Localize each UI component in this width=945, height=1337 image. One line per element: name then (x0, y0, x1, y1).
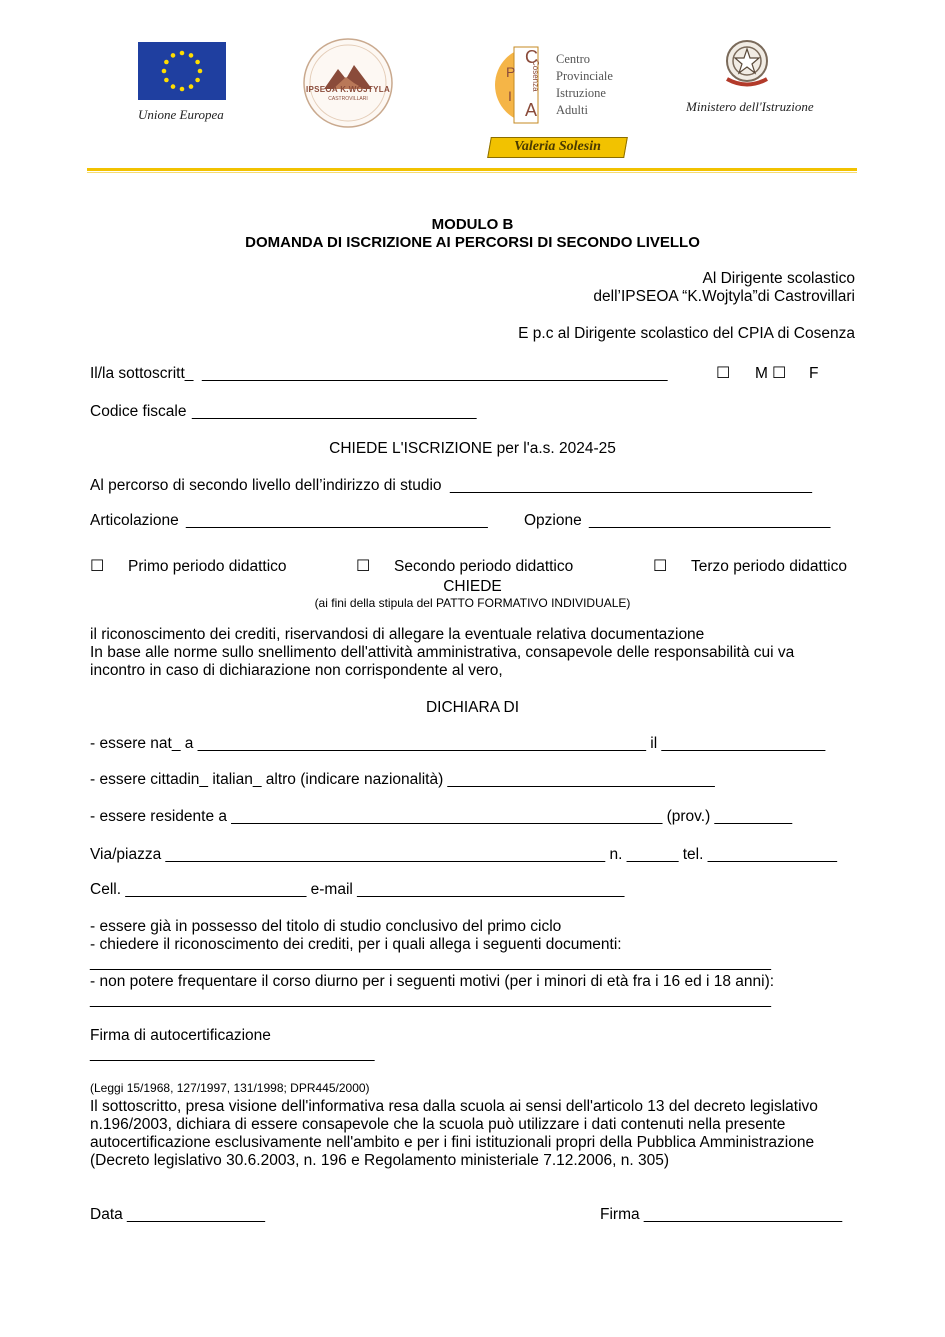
fiscal-code-label: Codice fiscale (90, 403, 187, 420)
period-1-checkbox[interactable]: ☐ (90, 556, 105, 575)
title-of-study-line: - essere già in possesso del titolo di studio conclusivo del primo ciclo (90, 918, 562, 935)
italian-emblem (718, 34, 776, 92)
cpia-line-3: Istruzione (556, 86, 606, 100)
period-3-checkbox[interactable]: ☐ (653, 556, 668, 575)
school-logo-subtext: CASTROVILLARI (328, 96, 368, 102)
credits-request-line: - chiedere il riconoscimento dei crediti, per i quali allega i seguenti documenti: (90, 936, 622, 953)
header-divider-shadow (87, 172, 857, 173)
chiede-paragraph-2: In base alle norme sullo snellimento dell'attività amministrativa, consapevole delle responsabilità cui va (90, 644, 795, 661)
opzione-field[interactable]: ____________________________ (589, 512, 831, 529)
school-logo (302, 37, 394, 129)
chiede-paragraph-1: il riconoscimento dei crediti, riservandosi di allegare la eventuale relativa documentazione (90, 626, 705, 643)
period-1-label: Primo periodo didattico (128, 558, 287, 575)
chiede-note: (ai fini della stipula del PATTO FORMATIVO INDIVIDUALE) (314, 596, 631, 610)
privacy-paragraph-4: (Decreto legislativo 30.6.2003, n. 196 e Regolamento ministeriale 7.12.2006, n. 305) (90, 1152, 670, 1169)
self-certification-signature-field[interactable]: _________________________________ (90, 1045, 375, 1062)
birthplace-field[interactable]: - essere nat_ a ____________________________________________________ il ___________________ (90, 735, 826, 752)
ministry-label: Ministero dell'Istruzione (686, 99, 814, 114)
school-logo-text: IPSEOA K.WOJTYLA (305, 85, 391, 94)
cpia-letter-i: I (508, 88, 512, 104)
chiede-heading: CHIEDE (443, 578, 502, 595)
privacy-paragraph-2: n.196/2003, dichiara di essere consapevole che la scuola può utilizzare i dati contenuti nella presente (90, 1116, 786, 1133)
self-certification-label: Firma di autocertificazione (90, 1027, 271, 1044)
male-label: M (755, 365, 768, 382)
date-field[interactable]: Data ________________ (90, 1206, 265, 1223)
addressee-cc: E p.c al Dirigente scolastico del CPIA di Cosenza (518, 325, 855, 342)
male-checkbox[interactable]: ☐ (716, 363, 731, 382)
articolazione-field[interactable]: ___________________________________ (186, 512, 488, 529)
cannot-attend-line: - non potere frequentare il corso diurno per i seguenti motivi (per i minori di età fra i 16 ed i 18 anni): (90, 973, 775, 990)
eu-label: Unione Europea (138, 107, 224, 122)
opzione-label: Opzione (524, 512, 582, 529)
cpia-logo (488, 45, 553, 125)
final-signature-field[interactable]: Firma _______________________ (600, 1206, 843, 1223)
chiede-paragraph-3: incontro in caso di dichiarazione non corrispondente al vero, (90, 662, 503, 679)
fiscal-code-field[interactable]: _________________________________ (192, 403, 477, 420)
reasons-blank-field[interactable]: _______________________________________________________________________________ (90, 991, 772, 1008)
name-field[interactable]: ______________________________________________________ (202, 365, 668, 382)
eu-logo (138, 42, 226, 100)
female-label: F (809, 365, 819, 382)
cpia-letter-c: C (525, 47, 538, 67)
articolazione-label: Articolazione (90, 512, 179, 529)
course-label: Al percorso di secondo livello dell’indirizzo di studio (90, 477, 442, 494)
address-field[interactable]: Via/piazza ___________________________________________________ n. ______ tel. _______________ (90, 846, 838, 863)
addressee-line-2: dell’IPSEOA “K.Wojtyla”di Castrovillari (593, 288, 855, 305)
privacy-paragraph-1: Il sottoscritto, presa visione dell'informativa resa dalla scuola ai sensi dell'articolo 13 del decreto legislativo (90, 1098, 818, 1115)
header-divider (87, 168, 857, 171)
course-field[interactable]: __________________________________________ (450, 477, 813, 494)
cpia-line-2: Provinciale (556, 69, 613, 83)
contact-field[interactable]: Cell. _____________________ e-mail _______________________________ (90, 881, 625, 898)
cpia-letter-a: A (525, 100, 538, 120)
declaration-heading: DICHIARA DI (425, 699, 519, 716)
citizenship-field[interactable]: - essere cittadin_ italian_ altro (indicare nazionalità) _______________________________ (90, 771, 715, 788)
residence-field[interactable]: - essere residente a __________________________________________________ (prov.) _________ (90, 808, 793, 825)
cpia-letter-p: P (506, 64, 516, 80)
cpia-city: Cosenza (531, 60, 540, 92)
request-heading: CHIEDE L'ISCRIZIONE per l'a.s. 2024-25 (329, 440, 616, 457)
laws-reference: (Leggi 15/1968, 127/1997, 131/1998; DPR445/2000) (90, 1081, 370, 1095)
form-title: MODULO B (431, 216, 514, 233)
cpia-line-1: Centro (556, 52, 591, 66)
period-2-label: Secondo periodo didattico (394, 558, 574, 575)
documents-blank-field[interactable]: _______________________________________________________________________________ (90, 954, 772, 971)
addressee-line-1: Al Dirigente scolastico (702, 270, 855, 287)
privacy-paragraph-3: autocertificazione esclusivamente nell'ambito e per i fini istituzionali propri della Pubblica Amministrazione (90, 1134, 815, 1151)
cpia-banner-text: Valeria Solesin (514, 139, 601, 154)
form-subtitle: DOMANDA DI ISCRIZIONE AI PERCORSI DI SECONDO LIVELLO (245, 234, 700, 251)
period-3-label: Terzo periodo didattico (691, 558, 847, 575)
female-checkbox[interactable]: ☐ (772, 363, 787, 382)
period-2-checkbox[interactable]: ☐ (356, 556, 371, 575)
cpia-line-4: Adulti (556, 103, 588, 117)
cpia-text-block (556, 51, 613, 119)
name-label: Il/la sottoscritt_ (90, 365, 194, 382)
